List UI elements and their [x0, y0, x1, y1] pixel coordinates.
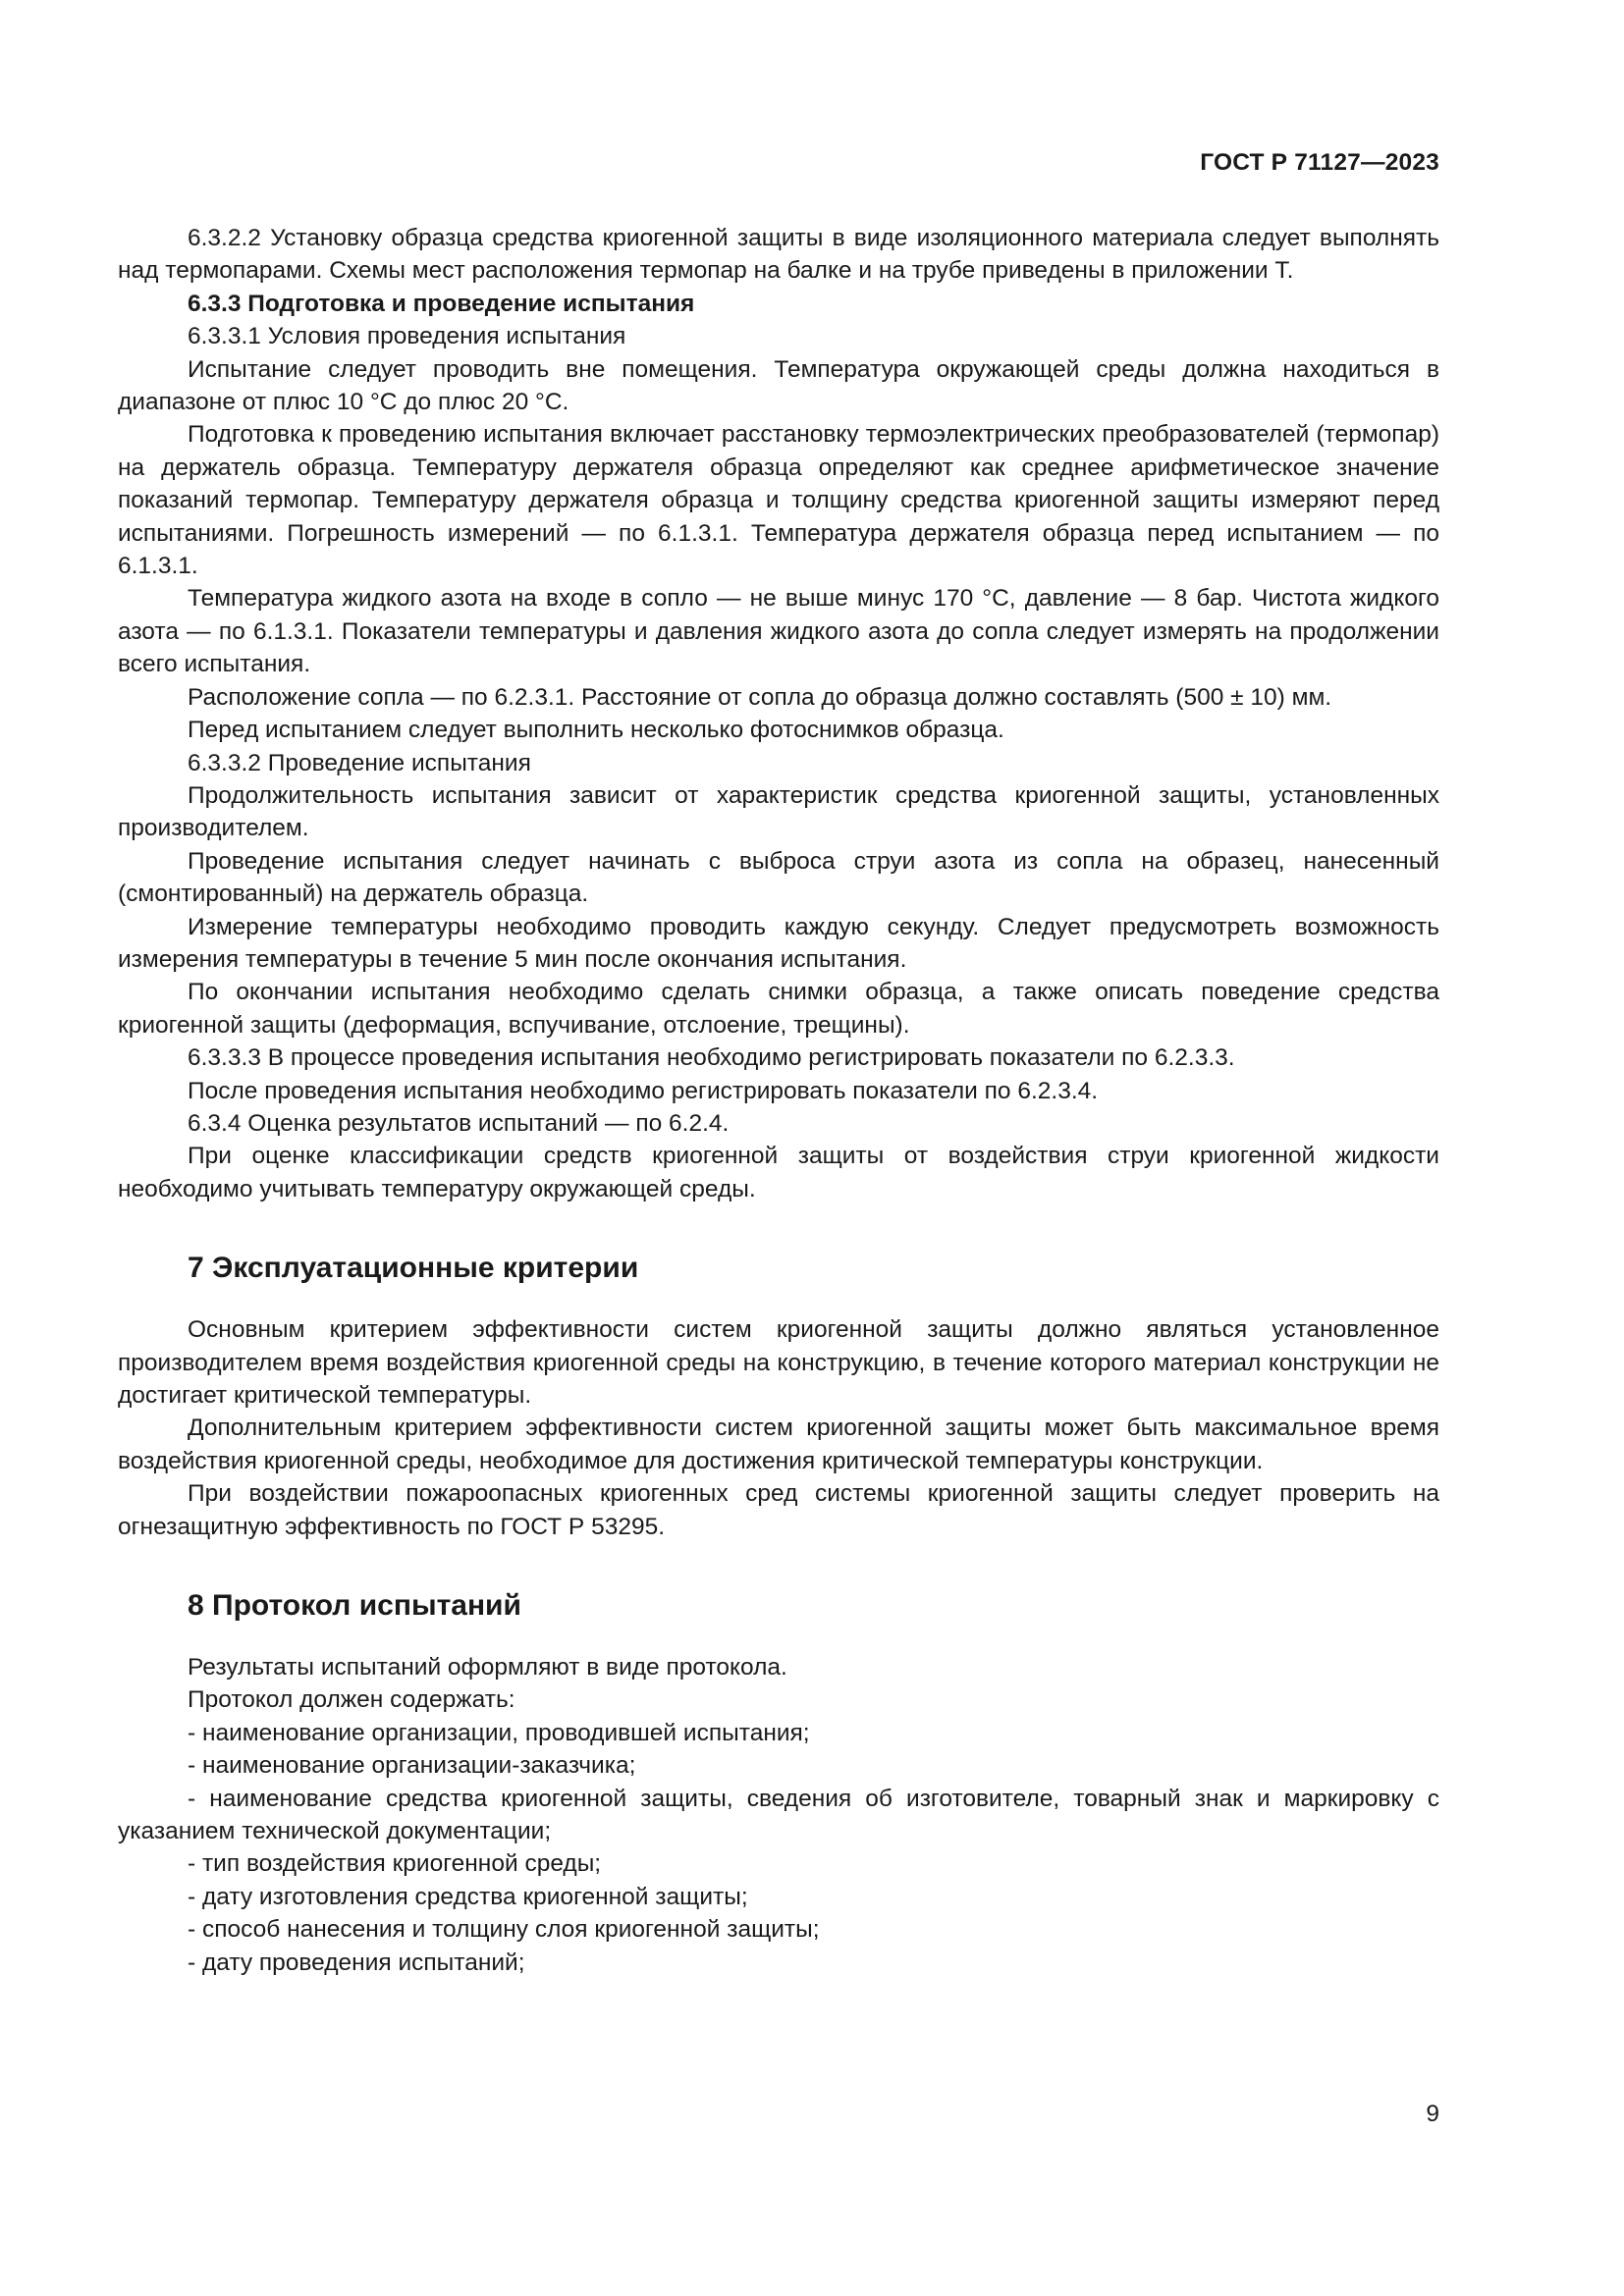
paragraph-photos-before: Перед испытанием следует выполнить несколько фотоснимков образца. — [188, 717, 1004, 744]
protocol-list-item: - наименование организации-заказчика; — [188, 1752, 636, 1780]
paragraph-test-start: Проведение испытания следует начинать с выброса струи азота из сопла на образец, нанесенный (смонтированный) на держатель образца. — [118, 847, 1439, 908]
paragraph-test-preparation: Подготовка к проведению испытания включает расстановку термоэлектрических преобразователей (термопар) на держатель образца. Температуру держателя образца определяют как среднее арифметическое значение показаний термопар. Температуру держателя образца и толщину средства криогенной защиты измеряют перед испытаниями. Погрешность измерений — по 6.1.3.1. Температура держателя образца перед испытанием — по 6.1.3.1. — [118, 421, 1439, 580]
section-7-paragraph: Дополнительным критерием эффективности систем криогенной защиты может быть максимальное время воздействия криогенной среды, необходимое для достижения критической температуры конструкции. — [118, 1415, 1439, 1474]
paragraph-6-3-3-3: 6.3.3.3 В процессе проведения испытания необходимо регистрировать показатели по 6.2.3.3. — [188, 1044, 1235, 1072]
section-7-paragraph: Основным критерием эффективности систем криогенной защиты должно являться установленное производителем время воздействия криогенной среды на конструкцию, в течение которого материал конструкции не достигает критической температуры. — [118, 1316, 1439, 1409]
paragraph-classification: При оценке классификации средств криогенной защиты от воздействия струи криогенной жидкости необходимо учитывать температуру окружающей среды. — [118, 1143, 1439, 1202]
paragraph-nozzle-position: Расположение сопла — по 6.2.3.1. Расстояние от сопла до образца должно составлять (500 ± 10) мм. — [188, 683, 1332, 711]
section-heading-8: 8 Протокол испытаний — [188, 1589, 521, 1623]
section-8-body — [118, 1651, 1439, 1979]
paragraph-test-conditions: Испытание следует проводить вне помещения. Температура окружающей среды должна находиться в диапазоне от плюс 10 °С до плюс 20 °С. — [118, 355, 1439, 416]
paragraph-6-3-4: 6.3.4 Оценка результатов испытаний — по 6.2.4. — [188, 1109, 730, 1137]
paragraph-6-3-3-2-title: 6.3.3.2 Проведение испытания — [188, 749, 531, 776]
subsection-heading-6-3-3: 6.3.3 Подготовка и проведение испытания — [188, 290, 695, 317]
page-number: 9 — [1426, 2101, 1439, 2127]
section-7-body — [118, 1313, 1439, 1543]
section-8-paragraph: Результаты испытаний оформляют в виде протокола. — [188, 1654, 787, 1682]
page-content — [118, 222, 1439, 1979]
section-heading-7: 7 Эксплуатационные критерии — [188, 1252, 639, 1285]
protocol-list-item: - наименование средства криогенной защиты, сведения об изготовителе, товарный знак и маркировку с указанием технической документации; — [118, 1785, 1439, 1845]
protocol-list-item: - дату изготовления средства криогенной защиты; — [188, 1883, 748, 1910]
paragraph-nitrogen-temperature: Температура жидкого азота на входе в сопло — не выше минус 170 °С, давление — 8 бар. Чистота жидкого азота — по 6.1.3.1. Показатели температуры и давления жидкого азота до сопла следует измерять на продолжении всего испытания. — [118, 585, 1439, 678]
section-7-paragraph: При воздействии пожароопасных криогенных сред системы криогенной защиты следует проверить на огнезащитную эффективность по ГОСТ Р 53295. — [118, 1480, 1439, 1540]
protocol-list-item: - тип воздействия криогенной среды; — [188, 1850, 602, 1878]
protocol-list-item: - наименование организации, проводившей испытания; — [188, 1719, 810, 1746]
paragraph-6-3-2-2: 6.3.2.2 Установку образца средства криогенной защиты в виде изоляционного материала следует выполнять над термопарами. Схемы мест расположения термопар на балке и на трубе приведены в приложении Т. — [118, 225, 1439, 285]
paragraph-after-test: После проведения испытания необходимо регистрировать показатели по 6.2.3.4. — [188, 1077, 1099, 1104]
protocol-list-item: - способ нанесения и толщину слоя криогенной защиты; — [188, 1916, 820, 1944]
document-code-header: ГОСТ Р 71127—2023 — [1200, 149, 1439, 176]
paragraph-test-end: По окончании испытания необходимо сделать снимки образца, а также описать поведение средства криогенной защиты (деформация, вспучивание, отслоение, трещины). — [118, 979, 1439, 1039]
section-8-paragraph: Протокол должен содержать: — [188, 1686, 515, 1714]
protocol-list-item: - дату проведения испытаний; — [188, 1949, 525, 1976]
paragraph-test-duration: Продолжительность испытания зависит от характеристик средства криогенной защиты, установленных производителем. — [118, 781, 1439, 842]
paragraph-6-3-3-1-title: 6.3.3.1 Условия проведения испытания — [188, 323, 626, 350]
paragraph-temperature-measurement: Измерение температуры необходимо проводить каждую секунду. Следует предусмотреть возможность измерения температуры в течение 5 мин после окончания испытания. — [118, 913, 1439, 973]
